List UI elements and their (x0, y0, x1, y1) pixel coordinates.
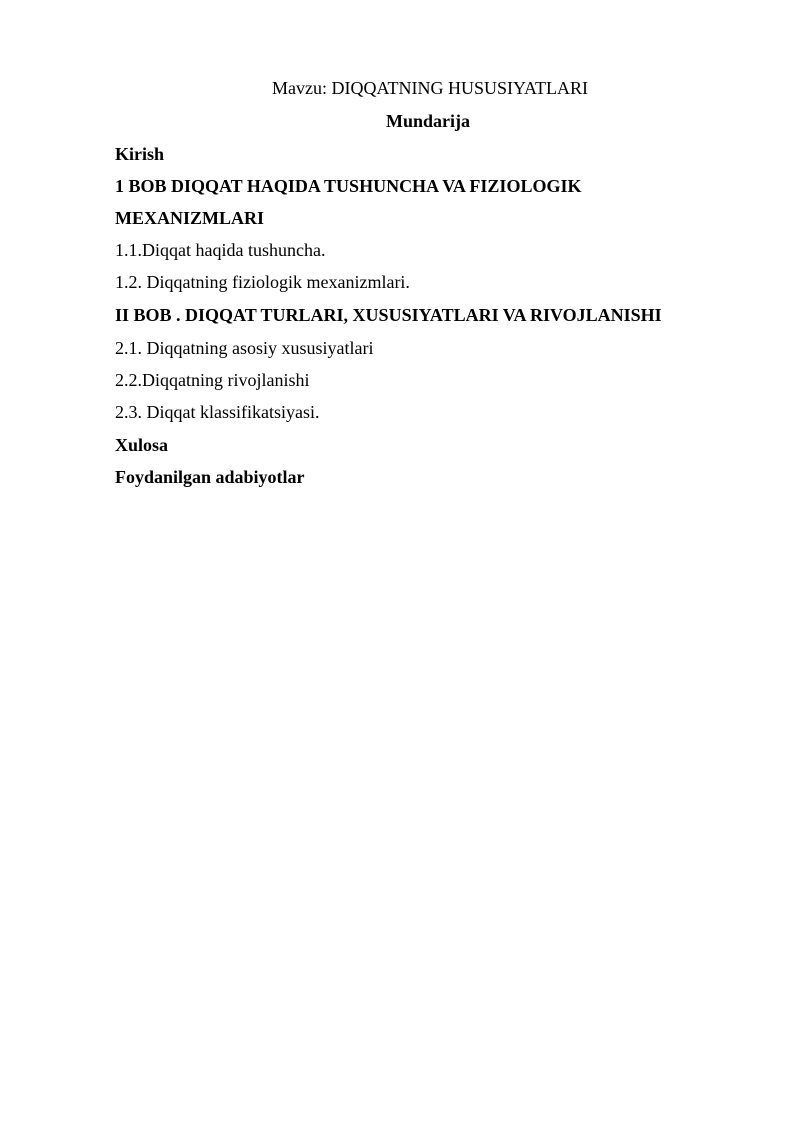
toc-item-references: Foydanilgan adabiyotlar (115, 467, 305, 487)
toc-chapter-1-title: 1 BOB DIQQAT HAQIDA TUSHUNCHA VA FIZIOLOGIK (115, 176, 582, 196)
toc-chapter-1-title-continued: MEXANIZMLARI (115, 208, 265, 228)
toc-item-conclusion: Xulosa (115, 435, 169, 455)
document-topic-title: Mavzu: DIQQATNING HUSUSIYATLARI (272, 78, 588, 98)
toc-item-introduction: Kirish (115, 144, 165, 164)
contents-heading: Mundarija (385, 111, 470, 131)
toc-section-2-3: 2.3. Diqqat klassifikatsiyasi. (115, 402, 320, 422)
toc-section-1-2: 1.2. Diqqatning fiziologik mexanizmlari. (115, 272, 410, 292)
toc-section-1-1: 1.1.Diqqat haqida tushuncha. (115, 240, 326, 260)
toc-chapter-2-title: II BOB . DIQQAT TURLARI, XUSUSIYATLARI VA RIVOJLANISHI (115, 305, 662, 325)
toc-section-2-2: 2.2.Diqqatning rivojlanishi (115, 370, 310, 390)
toc-section-2-1: 2.1. Diqqatning asosiy xususiyatlari (115, 338, 374, 358)
